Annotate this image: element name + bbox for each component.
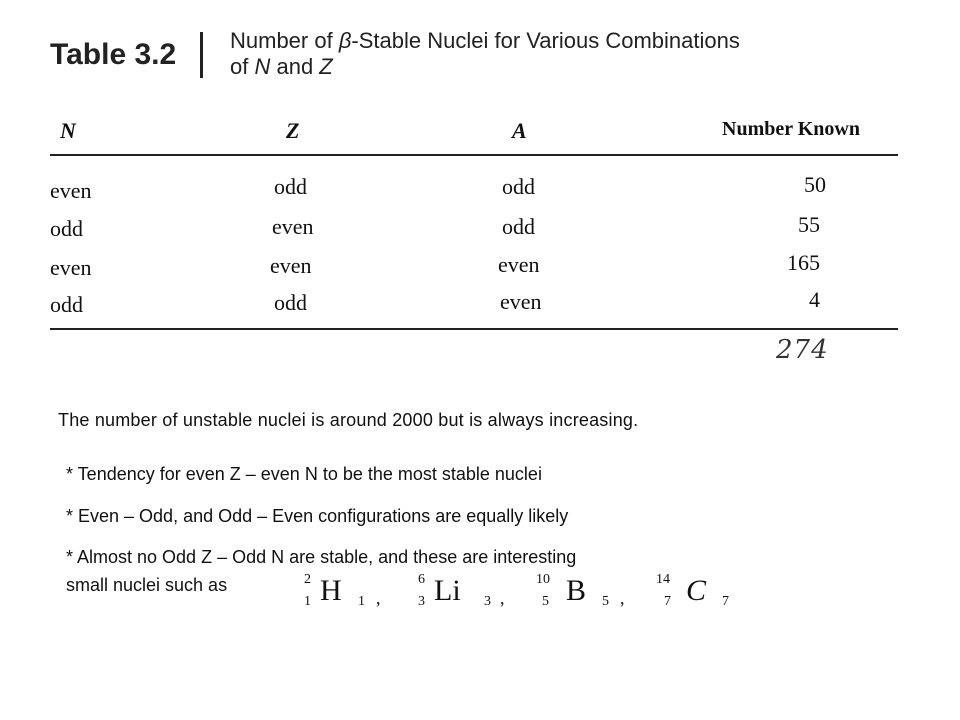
nuclide-z: 1 — [304, 594, 311, 609]
nuclide-symbol: B — [566, 574, 587, 607]
caption-of: of — [230, 54, 255, 79]
table-cell-count: 165 — [787, 250, 820, 275]
caption-prefix: Number of — [230, 28, 339, 53]
caption-beta: β — [338, 28, 352, 53]
nuclide-separator: , — [620, 588, 625, 608]
table-cell-z: even — [272, 214, 314, 239]
nuclide-notation — [412, 572, 522, 622]
table-cell-a: even — [500, 289, 542, 314]
nuclide-mass: 6 — [418, 572, 425, 587]
nuclide-z: 7 — [664, 594, 671, 609]
nuclide-mass: 2 — [304, 572, 311, 587]
unstable-nuclei-note: The number of unstable nuclei is around 2000 but is always increasing. — [58, 410, 639, 430]
header-divider — [200, 32, 203, 78]
table-cell-z: odd — [274, 174, 307, 199]
nuclide-mass: 10 — [536, 572, 550, 587]
table-cell-a: odd — [502, 214, 535, 239]
table-cell-count: 55 — [798, 212, 820, 237]
nuclide-notation — [532, 572, 642, 622]
table-top-rule — [50, 154, 898, 156]
caption-n: N — [254, 54, 271, 79]
nuclide-n: 3 — [484, 594, 491, 609]
bullet-note: * Tendency for even Z – even N to be the most stable nuclei — [66, 464, 542, 484]
column-header-n: N — [60, 118, 76, 143]
table-cell-a: even — [498, 252, 540, 277]
table-cell-n: odd — [50, 216, 83, 241]
nuclide-n: 5 — [602, 594, 609, 609]
table-cell-n: even — [50, 178, 92, 203]
column-header-z: Z — [286, 118, 300, 143]
nuclide-notation — [652, 572, 752, 622]
bullet-note: * Almost no Odd Z – Odd N are stable, and these are interesting — [66, 547, 577, 567]
nuclide-symbol: H — [320, 574, 342, 607]
table-cell-count: 4 — [809, 287, 820, 312]
caption-rest: -Stable Nuclei for Various Combinations — [351, 28, 740, 53]
nuclide-n: 1 — [358, 594, 365, 609]
table-label: Table 3.2 — [50, 38, 177, 71]
caption-z: Z — [319, 54, 333, 79]
table-cell-n: odd — [50, 292, 83, 317]
handwritten-total: 274 — [776, 335, 829, 365]
table-caption — [230, 28, 850, 80]
column-header-number-known: Number Known — [722, 118, 860, 140]
nuclide-n: 7 — [722, 594, 729, 609]
nuclide-z: 3 — [418, 594, 425, 609]
table-cell-a: odd — [502, 174, 535, 199]
table-cell-z: even — [270, 253, 312, 278]
nuclide-symbol: C — [686, 574, 707, 607]
nuclide-symbol: Li — [434, 574, 461, 607]
table-cell-z: odd — [274, 290, 307, 315]
table-cell-n: even — [50, 255, 92, 280]
table-cell-count: 50 — [804, 172, 826, 197]
column-header-a: A — [512, 118, 527, 143]
nuclide-notation — [298, 572, 398, 622]
nuclide-separator: , — [376, 588, 381, 608]
caption-and: and — [270, 54, 320, 79]
nuclide-mass: 14 — [656, 572, 670, 587]
nuclide-separator: , — [500, 588, 505, 608]
bullet-note: * Even – Odd, and Odd – Even configurations are equally likely — [66, 506, 569, 526]
bullet-note-continuation: small nuclei such as — [66, 575, 228, 595]
table-bottom-rule — [50, 328, 898, 330]
nuclide-z: 5 — [542, 594, 549, 609]
